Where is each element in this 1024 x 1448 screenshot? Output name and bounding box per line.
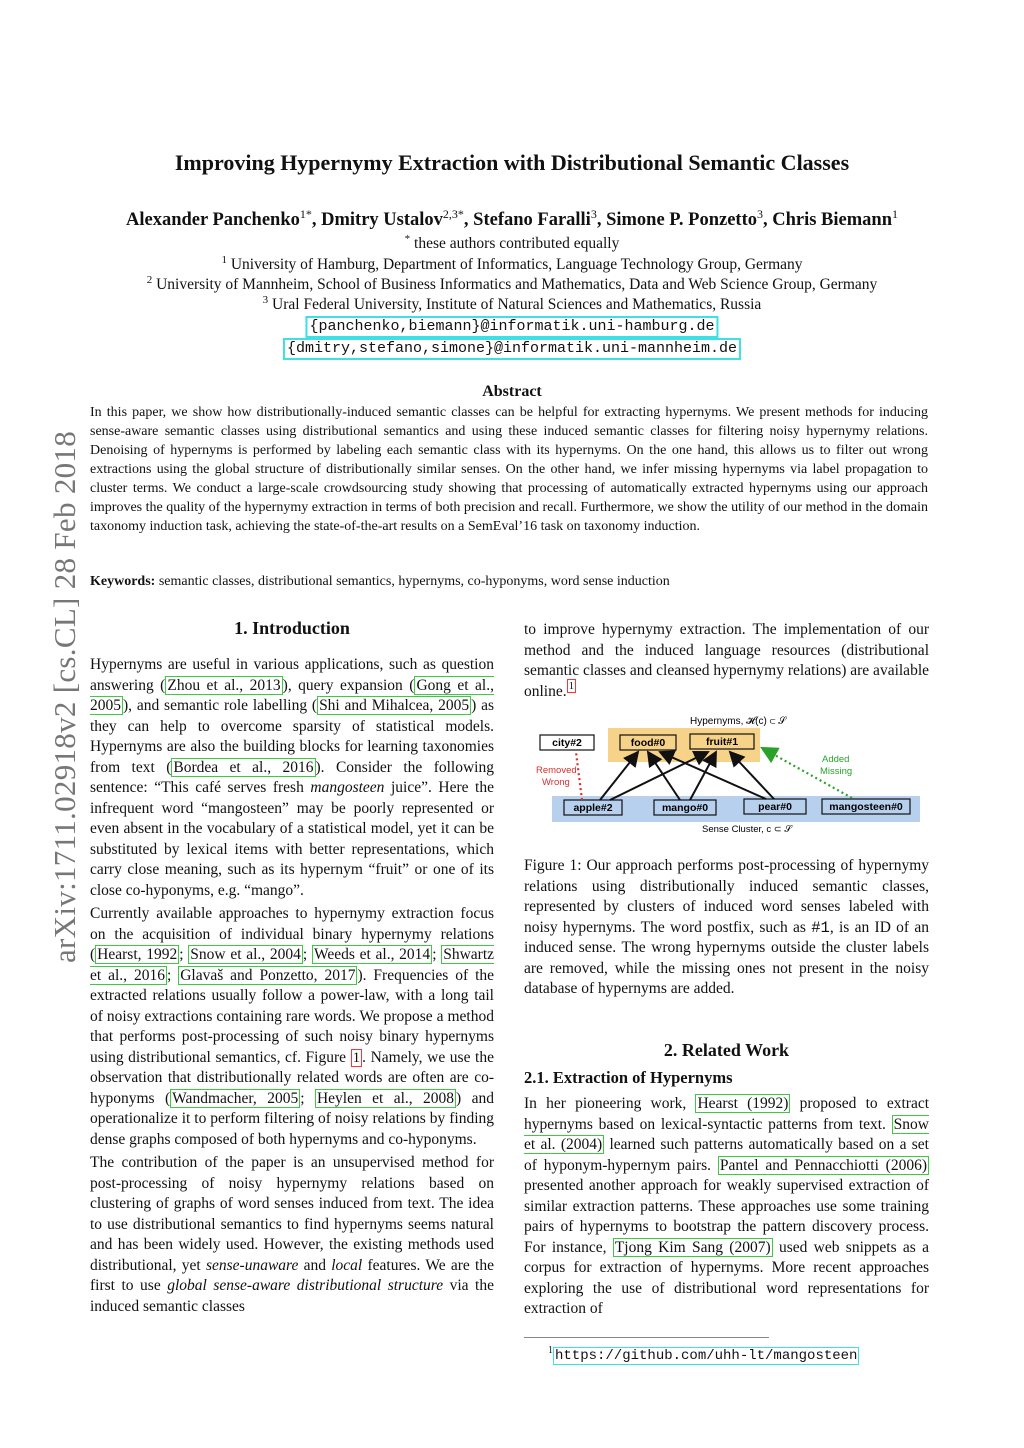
citation-link[interactable]: Wandmacher, 2005 bbox=[172, 1089, 299, 1107]
citation-link[interactable]: Pantel and Pennacchiotti (2006) bbox=[719, 1156, 928, 1174]
citation-link[interactable]: Hearst (1992) bbox=[697, 1095, 789, 1112]
right-column-top bbox=[524, 620, 929, 702]
added-label: Added bbox=[822, 754, 850, 765]
figure-ref-link[interactable]: 1 bbox=[352, 1049, 361, 1066]
citation-link[interactable]: Hearst, 1992 bbox=[97, 946, 178, 963]
affiliation-num: 1 bbox=[221, 254, 227, 266]
keywords-label: Keywords: bbox=[90, 574, 156, 589]
right-column-related-work bbox=[524, 1094, 929, 1320]
abstract-heading: Abstract bbox=[482, 383, 542, 400]
node-label: mangosteen#0 bbox=[829, 801, 903, 813]
abstract-text: In this paper, we show how distributionally-induced semantic classes can be helpful for extracting hypernyms. We present methods for inducing sense-aware semantic classes using distributional semantics and using these induced semantic classes for filtering noisy hypernymy relations. Denoising of hypernyms is performed by labeling each semantic class with its hypernyms. On the one hand, this allows us to filter out wrong extractions using the global structure of distributionally similar senses. On the other hand, we infer missing hypernyms via label propagation to cluster terms. We conduct a large-scale crowdsourcing study showing that processing of automatically extracted hypernyms using our approach improves the quality of the hypernymy extraction in terms of both precision and recall. Furthermore, we show the utility of our method in the domain taxonomy induction task, achieving the state-of-the-art results on a SemEval’16 task on taxonomy induction. bbox=[90, 405, 928, 534]
email-link-mannheim[interactable]: {dmitry,stefano,simone}@informatik.uni-mannheim.de bbox=[283, 338, 741, 360]
author-name: Dmitry Ustalov bbox=[321, 210, 443, 231]
equal-note-text: these authors contributed equally bbox=[414, 235, 620, 253]
paper-title: Improving Hypernymy Extraction with Distributional Semantic Classes bbox=[174, 150, 850, 175]
citation-link[interactable]: Heylen et al., 2008 bbox=[316, 1089, 455, 1107]
author-name: Alexander Panchenko bbox=[125, 210, 300, 231]
citation-link[interactable]: Tjong Kim Sang (2007) bbox=[614, 1238, 771, 1256]
intro-paragraph-2: Currently available approaches to hypernymy extraction focus on the acquisition of individual binary hypernymy relations ( Hearst, 1992 ; Snow et al., 2004 ; Weeds et al., 2014 ; Shwartz et al., 2016 ; Glavaš and Ponzetto, 2017 ). Frequencies of the extracted relations usually follow a power-law, with a long tail of noisy extractions containing rare words. We propose a method that performs post-processing of such noisy binary hypernyms using distributional semantics, cf. Figure 1 . Namely, we use the observation that distributionally related words are often are co-hyponyms ( Wandmacher, 2005 ; Heylen et al., 2008 ) and operationalize it to perform filtering of noisy relations by finding dense graphs composed of both hypernyms and co-hyponyms. bbox=[90, 905, 495, 1148]
subsection-extraction-heading: 2.1. Extraction of Hypernyms bbox=[524, 1068, 733, 1087]
citation-link[interactable]: Snow et al. (2004) bbox=[524, 1115, 929, 1153]
arxiv-stamp: arXiv:1711.02918v2 [cs.CL] 28 Feb 2018 bbox=[47, 430, 82, 963]
footnote-divider bbox=[524, 1337, 769, 1338]
intro-paragraph-3: The contribution of the paper is an unsupervised method for post-processing of noisy hypernymy relations based on clustering of graphs of word senses induced from text. The idea to use distributional semantics to find hypernyms seems natural and has been widely used. However, the existing methods used distributional, yet sense-unaware and local features. We are the first to use global sense-aware distributional structure via the induced semantic classes bbox=[90, 1154, 494, 1315]
citation-link[interactable]: Glavaš and Ponzetto, 2017 bbox=[180, 966, 356, 984]
author-sup: 3 bbox=[590, 207, 597, 221]
equal-contribution-note: * these authors contributed equally bbox=[404, 233, 620, 253]
affiliation-text: University of Hamburg, Department of Informatics, Language Technology Group, Germany bbox=[230, 256, 803, 274]
author-sup: 2,3* bbox=[442, 207, 464, 221]
keywords-text: semantic classes, distributional semantics, hypernyms, co-hyponyms, word sense induction bbox=[158, 574, 670, 589]
intro-paragraph-4: to improve hypernymy extraction. The implementation of our method and the induced language resources (distributional semantic classes and cleansed hypernymy relations) are available online. $^1$ bbox=[524, 621, 929, 700]
affiliation-3 bbox=[0, 294, 1024, 314]
node-label: apple#2 bbox=[573, 802, 613, 814]
footnote-url-link[interactable]: https://github.com/uhh-lt/mangosteen bbox=[555, 1347, 858, 1364]
footnote-ref-link[interactable]: 1 bbox=[568, 680, 575, 693]
affiliation-2 bbox=[0, 274, 1024, 294]
figure-1-caption: Figure 1: Our approach performs post-processing of hypernymy relations using distributionally induced semantic classes, represented by clusters of induced word senses labeled with noisy hypernyms. The word postfix, such as #1, is an ID of an induced sense. The wrong hypernyms outside the cluster labels are removed, while the missing ones not present in the noisy database of hypernyms are added. bbox=[524, 857, 929, 997]
affiliation-text: University of Mannheim, School of Business Informatics and Mathematics, Data and Web Science Group, Germany bbox=[156, 276, 878, 294]
sense-id-example: #1 bbox=[811, 918, 830, 937]
node-label: pear#0 bbox=[758, 801, 792, 813]
wrong-label: Wrong bbox=[542, 777, 570, 788]
author-list: Alexander Panchenko$^{1*}$, Dmitry Ustalov$^{2,3*}$, Stefano Faralli$^3$, Simone P. Ponzetto$^3$, Chris Biemann$^1$ bbox=[125, 207, 898, 231]
section-introduction-heading: 1. Introduction bbox=[234, 618, 350, 638]
author-name: Simone P. Ponzetto bbox=[606, 210, 757, 231]
citation-link[interactable]: Shwartz et al., 2016 bbox=[90, 946, 495, 984]
citation-link[interactable]: Zhou et al., 2013 bbox=[167, 676, 281, 694]
footnote-number: 1 bbox=[548, 1345, 553, 1356]
author-sup: 1* bbox=[299, 207, 312, 221]
affiliation-text: Ural Federal University, Institute of Natural Sciences and Mathematics, Russia bbox=[272, 296, 762, 314]
node-label: mango#0 bbox=[661, 802, 709, 814]
figure-header-label: Hypernyms, 𝓗(c) ⊂ 𝒮 bbox=[690, 716, 786, 727]
affiliation-num: 2 bbox=[146, 274, 153, 286]
node-label: fruit#1 bbox=[705, 736, 739, 748]
citation-link[interactable]: Snow et al., 2004 bbox=[190, 946, 301, 963]
affiliation-num: 3 bbox=[262, 294, 269, 306]
citation-link[interactable]: Shi and Mihalcea, 2005 bbox=[319, 697, 470, 714]
author-name: Chris Biemann bbox=[772, 210, 892, 231]
intro-paragraph-1: Hypernyms are useful in various applications, such as question answering ( Zhou et al., 2013 ), query expansion ( Gong et al., 2005 ), and semantic role labelling ( Shi and Mihalcea, 2005 ) as they can help to overcome sparsity of statistical models. Hypernyms are also the building blocks for learning taxonomies from text ( Bordea et al., 2016 ). Consider the following sentence: “This café serves fresh mangosteen juice”. Here the infrequent word “mangosteen” may be poorly represented or even absent in the vocabulary of a statistical model, yet it can be substituted by lexical items with better representations, which carry close meaning, such as its hypernym “fruit” or one of its close co-hyponyms, e.g. “mango”. bbox=[90, 656, 494, 899]
affiliation-1 bbox=[0, 254, 1024, 274]
footnote bbox=[548, 1345, 859, 1364]
author-name: Stefano Faralli bbox=[473, 210, 591, 231]
removed-label: Removed bbox=[536, 765, 577, 776]
left-column bbox=[90, 655, 494, 1317]
author-sup: 1 bbox=[892, 207, 898, 221]
node-label: food#0 bbox=[630, 737, 666, 749]
figure-1-diagram bbox=[530, 712, 932, 836]
citation-link[interactable]: Weeds et al., 2014 bbox=[313, 946, 431, 963]
related-work-paragraph-1: In her pioneering work, Hearst (1992) proposed to extract hypernyms based on lexical-syntactic patterns from text. Snow et al. (2004) learned such patterns automatically based on a set of hyponym-hypernym pairs. Pantel and Pennacchiotti (2006) presented another approach for weakly supervised extraction of similar extraction patterns. These approaches use some training pairs of hypernyms to bootstrap the pattern discovery process. For instance, Tjong Kim Sang (2007) used web snippets as a corpus for extraction of hypernyms. More recent approaches exploring the use of distributional word representations for extraction of bbox=[524, 1095, 930, 1317]
email-link-hamburg[interactable]: {panchenko,biemann}@informatik.uni-hamburg.de bbox=[305, 316, 718, 338]
removed-edge bbox=[576, 752, 582, 800]
keywords bbox=[90, 574, 928, 590]
figure-footer-label: Sense Cluster, c ⊂ 𝒮 bbox=[702, 824, 792, 835]
missing-label: Missing bbox=[820, 766, 853, 777]
section-related-work-heading: 2. Related Work bbox=[663, 1040, 790, 1060]
node-label: city#2 bbox=[552, 737, 582, 749]
citation-link[interactable]: Gong et al., 2005 bbox=[90, 676, 494, 714]
citation-link[interactable]: Bordea et al., 2016 bbox=[173, 758, 314, 776]
author-sup: 3 bbox=[756, 207, 763, 221]
